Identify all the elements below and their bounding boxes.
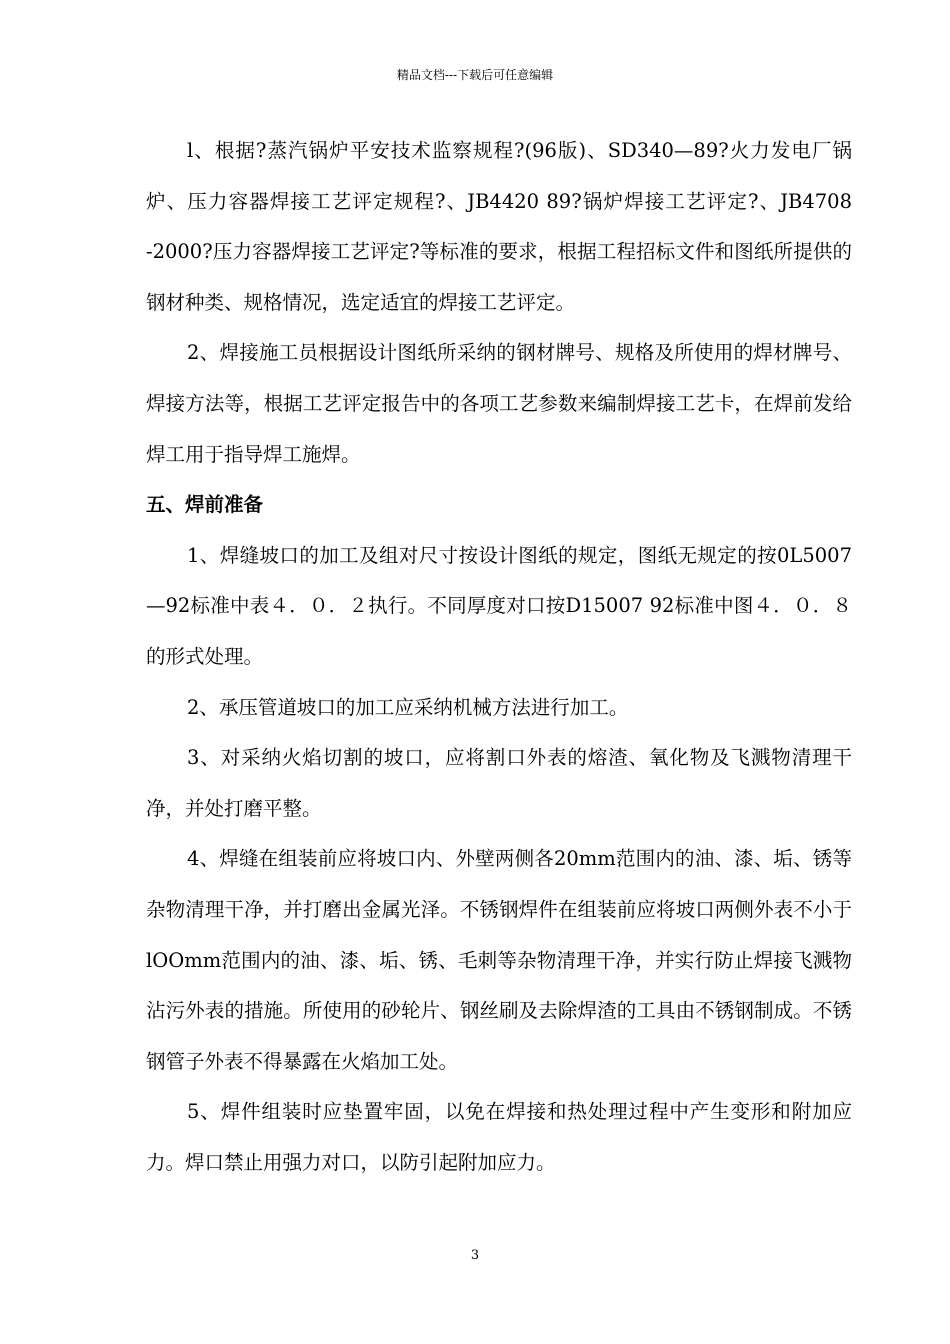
paragraph-groove-machining: 2、承压管道坡口的加工应采纳机械方法进行加工。 xyxy=(187,695,629,719)
page-number: 3 xyxy=(470,1248,480,1263)
document-body xyxy=(146,126,852,1188)
section-title-pre-weld-preparation: 五、焊前准备 xyxy=(146,493,264,517)
paragraph-welding-procedure-card: 2、焊接施工员根据设计图纸所采纳的钢材牌号、规格及所使用的焊材牌号、焊接方法等，根据工艺评定报告中的各项工艺参数来编制焊接工艺卡，在焊前发给焊工用于指导焊工施焊。 xyxy=(146,341,852,466)
paragraph-groove-cleaning: 4、焊缝在组装前应将坡口内、外壁两侧各20mm范围内的油、漆、垢、锈等杂物清理干净，并打磨出金属光泽。不锈钢焊件在组装前应将坡口两侧外表不小于lOOmm范围内的油、漆、垢、锈、毛刺等杂物清理干净，并实行防止焊接飞溅物沾污外表的措施。所使用的砂轮片、钢丝刷及去除焊渣的工具由不锈钢制成。不锈钢管子外表不得暴露在火焰加工处。 xyxy=(146,847,852,1073)
paragraph-flame-cutting: 3、对采纳火焰切割的坡口，应将割口外表的熔渣、氧化物及飞溅物清理干净，并处打磨平整。 xyxy=(146,746,852,820)
paragraph-groove-dimensions: 1、焊缝坡口的加工及组对尺寸按设计图纸的规定，图纸无规定的按0L5007—92标准中表４．０．２执行。不同厚度对口按D15007 92标准中图４．０．８的形式处理。 xyxy=(146,543,852,668)
paragraph-assembly-fixing: 5、焊件组装时应垫置牢固，以免在焊接和热处理过程中产生变形和附加应力。焊口禁止用强力对口，以防引起附加应力。 xyxy=(146,1100,852,1174)
page-header: 精品文档---下载后可任意编辑 xyxy=(396,68,554,82)
paragraph-welding-standards: l、根据?蒸汽锅炉平安技术监察规程?(96版)、SD340—89?火力发电厂锅炉、压力容器焊接工艺评定规程?、JB4420 89?锅炉焊接工艺评定?、JB4708 -2000?压力容器焊接工艺评定?等标准的要求，根据工程招标文件和图纸所提供的钢材种类、规格情况，选定适宜的焊接工艺评定。 xyxy=(146,139,852,314)
